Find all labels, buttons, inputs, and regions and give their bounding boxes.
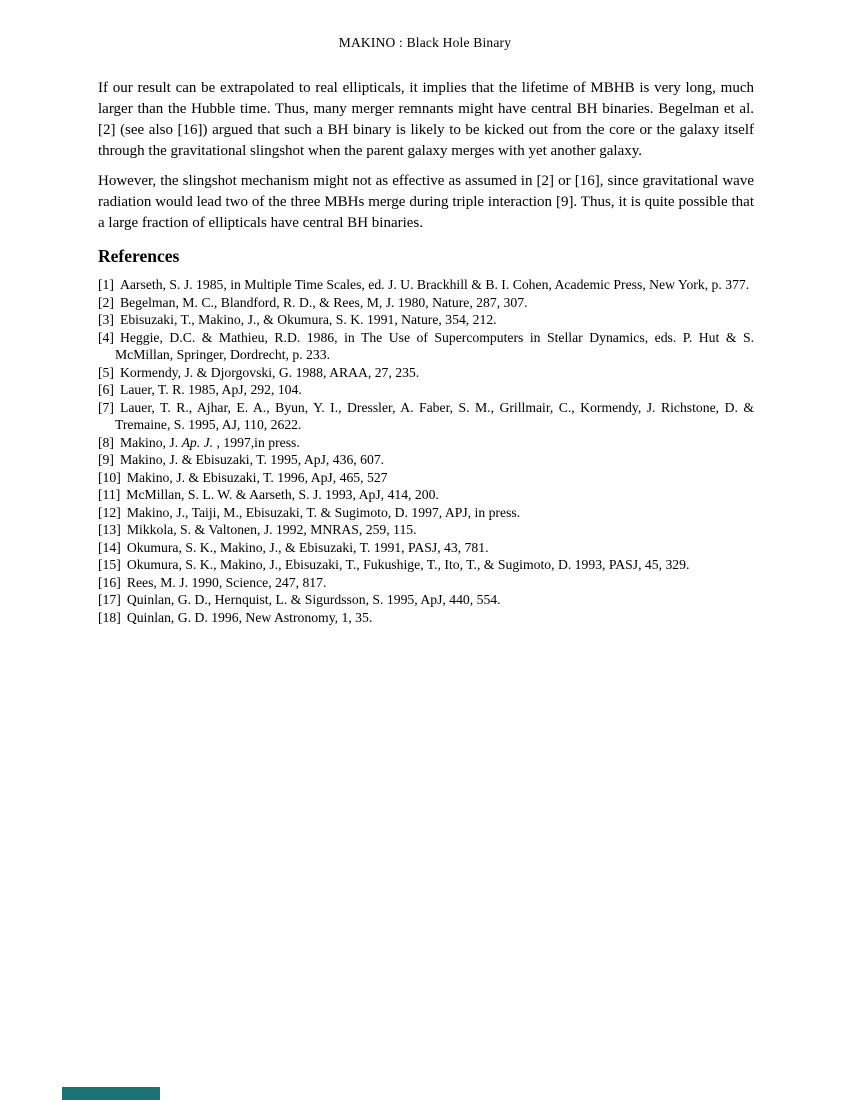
reference-label: [2] — [98, 294, 114, 310]
reference-text-italic: Ap. J. — [181, 434, 214, 450]
reference-item — [98, 609, 754, 627]
reference-label: [16] — [98, 574, 121, 590]
reference-text: Aarseth, S. J. 1985, in Multiple Time Scales, ed. J. U. Brackhill & B. I. Cohen, Academic Press, New York, p. 377. — [119, 277, 750, 292]
reference-text: Kormendy, J. & Djorgovski, G. 1988, ARAA, 27, 235. — [119, 364, 420, 380]
reference-text: Makino, J. — [119, 434, 182, 450]
reference-item — [98, 434, 754, 452]
reference-label: [17] — [98, 592, 121, 607]
reference-item — [98, 276, 754, 294]
reference-label: [11] — [98, 487, 121, 502]
reference-item — [98, 521, 754, 539]
reference-item — [98, 294, 754, 312]
reference-label: [18] — [98, 609, 121, 625]
reference-text: Makino, J., Taiji, M., Ebisuzaki, T. & Sugimoto, D. 1997, APJ, in press. — [126, 504, 521, 520]
reference-text: Mikkola, S. & Valtonen, J. 1992, MNRAS, 259, 115. — [126, 522, 417, 537]
reference-item — [98, 364, 754, 382]
reference-text: Rees, M. J. 1990, Science, 247, 817. — [126, 574, 327, 590]
reference-text: Makino, J. & Ebisuzaki, T. 1996, ApJ, 465, 527 — [126, 469, 388, 485]
reference-label: [12] — [98, 504, 121, 520]
reference-item — [98, 329, 754, 364]
reference-text: Ebisuzaki, T., Makino, J., & Okumura, S. K. 1991, Nature, 354, 212. — [119, 312, 497, 327]
page-content — [98, 78, 754, 626]
reference-item — [98, 469, 754, 487]
reference-item — [98, 556, 754, 574]
reference-text: , 1997,in press. — [213, 434, 300, 450]
reference-label: [5] — [98, 364, 114, 380]
reference-item — [98, 574, 754, 592]
reference-item — [98, 399, 754, 434]
reference-label: [15] — [98, 557, 121, 572]
reference-label: [8] — [98, 434, 114, 450]
reference-text: Quinlan, G. D. 1996, New Astronomy, 1, 35. — [126, 609, 373, 625]
bottom-left-marker-bar — [62, 1087, 160, 1100]
paragraph-2: However, the slingshot mechanism might not as effective as assumed in [2] or [16], since gravitational wave radiation would lead two of the three MBHs merge during triple interaction [9]. Thus, it is quite possible that a large fraction of ellipticals have central BH binaries. — [98, 173, 754, 231]
reference-label: [9] — [98, 452, 114, 467]
reference-label: [10] — [98, 469, 121, 485]
paragraph-1: If our result can be extrapolated to real ellipticals, it implies that the lifetime of MBHB is very long, much larger than the Hubble time. Thus, many merger remnants might have central BH binaries. Begelman et al. [2] (see also [16]) argued that such a BH binary is likely to be kicked out from the core or the galaxy itself through the gravitational slingshot when the parent galaxy merges with yet another galaxy. — [98, 80, 754, 159]
reference-item — [98, 486, 754, 504]
reference-text: Begelman, M. C., Blandford, R. D., & Rees, M, J. 1980, Nature, 287, 307. — [119, 294, 528, 310]
reference-list — [98, 276, 754, 626]
running-header: MAKINO : Black Hole Binary — [338, 35, 512, 50]
reference-text: Heggie, D.C. & Mathieu, R.D. 1986, in The Use of Supercomputers in Stellar Dynamics, eds. P. Hut & S. McMillan, Springer, Dordrecht, p. 233. — [115, 329, 754, 362]
reference-label: [13] — [98, 522, 121, 537]
reference-label: [3] — [98, 312, 114, 327]
reference-item — [98, 451, 754, 469]
reference-label: [14] — [98, 539, 121, 555]
reference-text: Okumura, S. K., Makino, J., & Ebisuzaki, T. 1991, PASJ, 43, 781. — [126, 539, 489, 555]
reference-text: Makino, J. & Ebisuzaki, T. 1995, ApJ, 436, 607. — [119, 452, 385, 467]
reference-text: Quinlan, G. D., Hernquist, L. & Sigurdsson, S. 1995, ApJ, 440, 554. — [126, 592, 501, 607]
reference-text: McMillan, S. L. W. & Aarseth, S. J. 1993, ApJ, 414, 200. — [126, 487, 439, 502]
reference-item — [98, 591, 754, 609]
reference-text: Lauer, T. R., Ajhar, E. A., Byun, Y. I., Dressler, A. Faber, S. M., Grillmair, C., Kormendy, J. Richstone, D. & Tremaine, S. 1995, AJ, 110, 2622. — [115, 399, 754, 432]
references-heading: References — [98, 246, 180, 266]
reference-item — [98, 504, 754, 522]
reference-label: [1] — [98, 277, 114, 292]
reference-text: Okumura, S. K., Makino, J., Ebisuzaki, T., Fukushige, T., Ito, T., & Sugimoto, D. 1993, PASJ, 45, 329. — [126, 557, 690, 572]
reference-item — [98, 381, 754, 399]
reference-item — [98, 311, 754, 329]
reference-label: [7] — [98, 399, 114, 415]
reference-label: [6] — [98, 382, 114, 397]
reference-item — [98, 539, 754, 557]
reference-label: [4] — [98, 329, 114, 345]
reference-text: Lauer, T. R. 1985, ApJ, 292, 104. — [119, 382, 302, 397]
